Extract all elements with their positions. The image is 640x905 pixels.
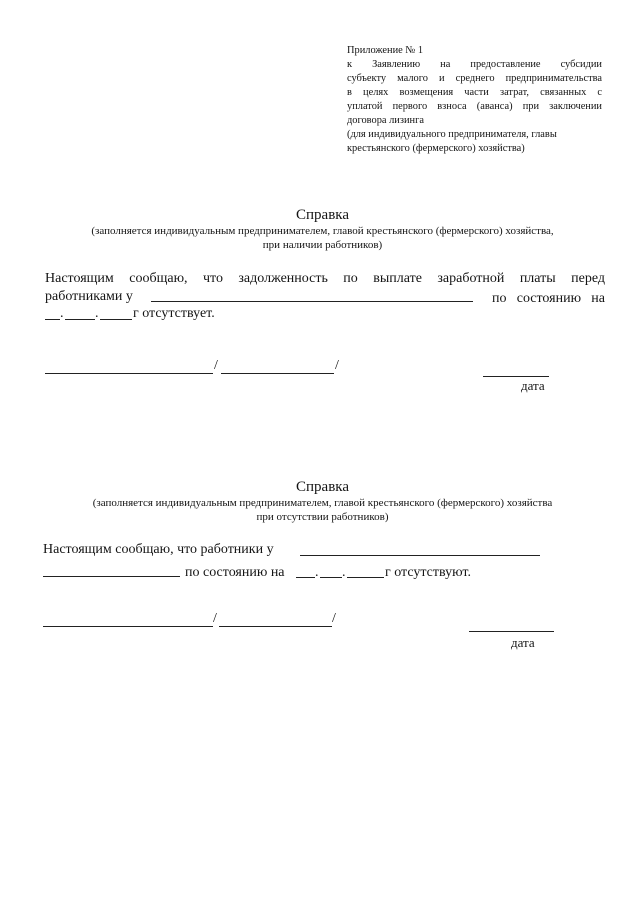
signature-field[interactable] xyxy=(45,372,213,374)
section2-heading xyxy=(40,478,605,524)
signature-slash: / xyxy=(213,611,217,626)
section2-subtitle-line1: (заполняется индивидуальным предпринимателем, главой крестьянского (фермерского) хозяйства xyxy=(92,497,553,509)
signature-slash: / xyxy=(332,611,336,626)
date-label: дата xyxy=(521,378,545,393)
date-dot: . xyxy=(60,306,64,321)
year-field[interactable] xyxy=(100,318,132,320)
section2-subtitle-line2: при отсутствии работников) xyxy=(256,511,389,523)
section1-subtitle-line2: при наличии работников) xyxy=(262,239,383,251)
appendix-line: в целях возмещения части затрат, связанных с xyxy=(347,87,602,98)
section2-line2-mid: по состоянию на xyxy=(185,565,285,580)
section1-line2-start: работниками у xyxy=(45,289,133,304)
day-field[interactable] xyxy=(296,576,315,578)
company-name-field[interactable] xyxy=(300,554,540,556)
date-field[interactable] xyxy=(469,630,554,632)
appendix-line: (для индивидуального предпринимателя, главы xyxy=(347,129,557,140)
appendix-title: Приложение № 1 xyxy=(347,45,424,56)
section1-heading xyxy=(40,206,605,252)
section1-subtitle-line1: (заполняется индивидуальным предпринимателем, главой крестьянского (фермерского) хозяйства, xyxy=(91,225,554,237)
appendix-line: договора лизинга xyxy=(347,115,424,126)
signature-slash: / xyxy=(335,358,339,373)
company-name-continuation-field[interactable] xyxy=(43,575,180,577)
appendix-line: уплатой первого взноса (аванса) при заключении xyxy=(347,101,602,112)
company-name-field[interactable] xyxy=(151,300,473,302)
section1-line1: Настоящим сообщаю, что задолженность по выплате заработной платы перед xyxy=(45,271,605,286)
appendix-line: крестьянского (фермерского) хозяйства) xyxy=(347,143,525,154)
date-dot: . xyxy=(315,565,319,580)
year-field[interactable] xyxy=(347,576,384,578)
appendix-line: субъекту малого и среднего предпринимательства xyxy=(347,73,602,84)
section1-line2-end: по состоянию на xyxy=(492,291,605,306)
date-dot: . xyxy=(342,565,346,580)
section2-line2-end: г отсутствуют. xyxy=(385,565,471,580)
name-decode-field[interactable] xyxy=(219,625,332,627)
day-field[interactable] xyxy=(45,318,60,320)
name-decode-field[interactable] xyxy=(221,372,334,374)
month-field[interactable] xyxy=(320,576,342,578)
section1-line3-end: г отсутствует. xyxy=(133,306,215,321)
signature-field[interactable] xyxy=(43,625,213,627)
signature-slash: / xyxy=(214,358,218,373)
month-field[interactable] xyxy=(65,318,95,320)
section1-title: Справка xyxy=(296,207,349,223)
section2-title: Справка xyxy=(296,479,349,495)
date-label: дата xyxy=(511,635,535,650)
date-dot: . xyxy=(95,306,99,321)
appendix-block xyxy=(347,44,602,156)
appendix-line: к Заявлению на предоставление субсидии xyxy=(347,59,602,70)
date-field[interactable] xyxy=(483,375,549,377)
section2-line1-start: Настоящим сообщаю, что работники у xyxy=(43,542,274,557)
